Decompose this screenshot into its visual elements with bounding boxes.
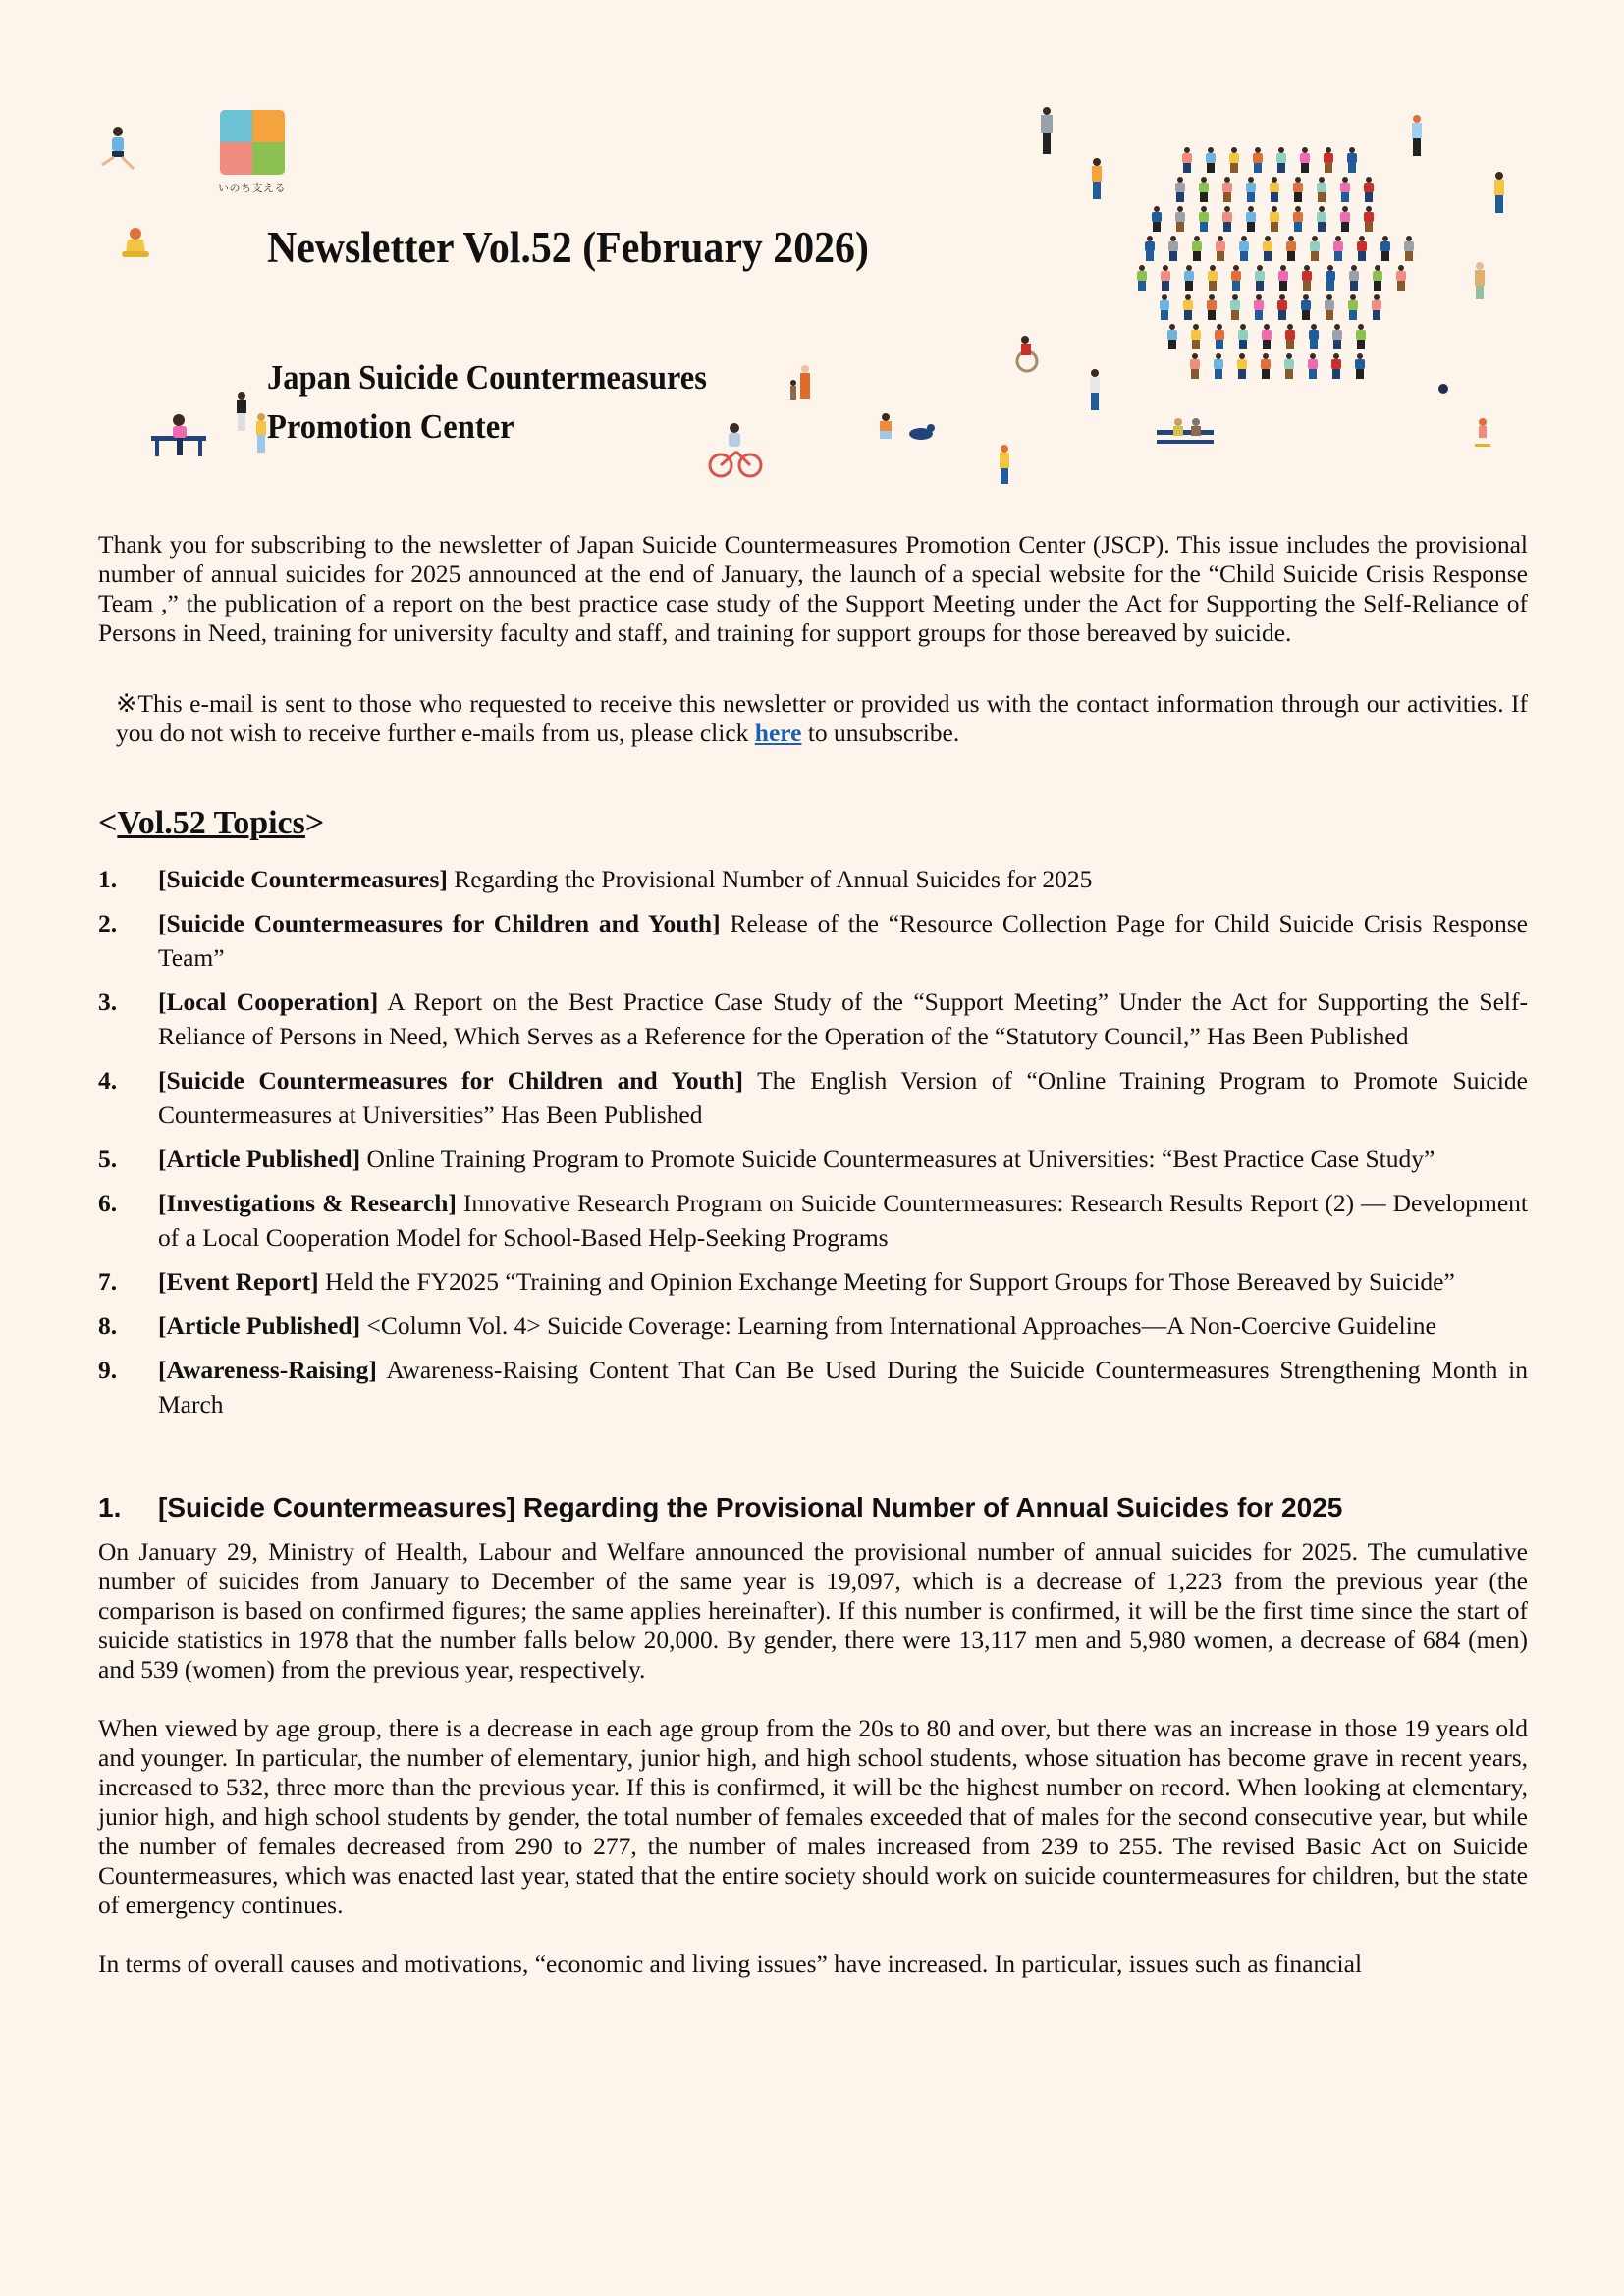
crowd-person-icon: [1332, 324, 1342, 349]
crowd-person-icon: [1324, 147, 1333, 173]
person-walking-dog-icon: [870, 412, 939, 448]
crowd-person-icon: [1246, 177, 1256, 202]
topic-number: 5.: [98, 1145, 118, 1173]
crowd-person-icon: [1192, 236, 1202, 261]
crowd-person-icon: [1293, 206, 1303, 232]
topic-item[interactable]: [98, 862, 1528, 896]
topic-category: [Article Published]: [158, 1311, 361, 1340]
crowd-person-icon: [1230, 294, 1240, 320]
person-on-bench-icon: [149, 412, 208, 461]
crowd-person-icon: [1372, 294, 1381, 320]
topics-heading-text: Vol.52 Topics: [117, 805, 305, 841]
topic-item[interactable]: [98, 906, 1528, 975]
topic-item[interactable]: [98, 1142, 1528, 1176]
crowd-person-icon: [1253, 147, 1263, 173]
crowd-person-icon: [1317, 206, 1326, 232]
meditating-person-icon: [118, 226, 153, 261]
topic-category: [Article Published]: [158, 1145, 361, 1173]
crowd-person-icon: [1184, 265, 1194, 291]
standing-person-icon: [234, 391, 249, 434]
intro-paragraph: Thank you for subscribing to the newsletter of Japan Suicide Countermeasures Promotion Center (JSCP). This issue includes the provisional number of annual suicides for 2025 announced at the end of January, the launch of a special website for the “Child Suicide Crisis Response Team ,” the publication of a report on the best practice case study of the Support Meeting under the Act for Supporting the Self-Reliance of Persons in Need, training for university faculty and staff, and training for support groups for those bereaved by suicide.: [98, 530, 1528, 647]
crowd-person-icon: [1396, 265, 1406, 291]
topic-number: 1.: [98, 865, 118, 893]
crowd-person-icon: [1183, 294, 1193, 320]
crowd-person-icon: [1380, 236, 1390, 261]
crowd-person-icon: [1262, 324, 1272, 349]
standing-person-icon: [1088, 368, 1102, 413]
crowd-person-icon: [1231, 265, 1241, 291]
crowd-person-icon: [1310, 236, 1320, 261]
crowd-person-icon: [1246, 206, 1256, 232]
crowd-person-icon: [1208, 265, 1218, 291]
topic-title: A Report on the Best Practice Case Study of the “Support Meeting” Under the Act for Supporting the Self-Reliance of Persons in Need, Which Serves as a Reference for the Operation of the “Statutory Council,” Has Been Published: [158, 988, 1529, 1050]
topic-item[interactable]: [98, 1264, 1528, 1299]
section-1: [98, 1492, 1528, 1979]
standing-person-icon: [1492, 171, 1506, 216]
topic-category: [Suicide Countermeasures for Children and Youth]: [158, 1066, 744, 1095]
crowd-person-icon: [1199, 177, 1209, 202]
crowd-person-icon: [1284, 353, 1294, 379]
topics-heading: [98, 805, 1528, 842]
running-person-icon: [94, 126, 141, 173]
crowd-person-icon: [1175, 177, 1185, 202]
topic-category: [Event Report]: [158, 1267, 319, 1296]
crowd-person-icon: [1404, 236, 1414, 261]
crowd-person-icon: [1237, 353, 1247, 379]
newsletter-body: [98, 530, 1528, 2008]
logo-caption: いのち支える: [218, 182, 286, 194]
crowd-person-icon: [1293, 177, 1303, 202]
topic-category: [Investigations & Research]: [158, 1189, 457, 1217]
section-title: [Suicide Countermeasures] Regarding the Provisional Number of Annual Suicides for 2025: [158, 1492, 1343, 1522]
topic-item[interactable]: [98, 1063, 1528, 1132]
crowd-person-icon: [1285, 324, 1295, 349]
crowd-person-icon: [1254, 294, 1264, 320]
standing-person-icon: [998, 444, 1011, 487]
topic-number: 3.: [98, 988, 118, 1016]
jscp-logo: [220, 110, 285, 175]
child-on-scooter-icon: [1473, 418, 1492, 450]
wheelchair-user-icon: [1011, 334, 1051, 373]
topic-title: <Column Vol. 4> Suicide Coverage: Learning from International Approaches—A Non-Coercive Guideline: [360, 1311, 1436, 1340]
crowd-person-icon: [1206, 147, 1216, 173]
topic-title: Awareness-Raising Content That Can Be Used During the Suicide Countermeasures Strengthening Month in March: [158, 1356, 1528, 1418]
crowd-person-icon: [1214, 353, 1223, 379]
crowd-person-icon: [1340, 177, 1350, 202]
notice-text-before: ※This e-mail is sent to those who requested to receive this newsletter or provided us with the contact information through our activities. If you do not wish to receive further e-mails from us, please click: [116, 689, 1528, 747]
logo-puzzle-piece-icon: [252, 110, 285, 142]
crowd-person-icon: [1222, 177, 1232, 202]
notice-text-after: to unsubscribe.: [801, 719, 960, 747]
crowd-person-icon: [1168, 236, 1178, 261]
crowd-person-icon: [1355, 353, 1365, 379]
crowd-person-icon: [1356, 324, 1366, 349]
crowd-person-icon: [1364, 177, 1374, 202]
crowd-person-icon: [1349, 265, 1359, 291]
section-paragraph: On January 29, Ministry of Health, Labour and Welfare announced the provisional number of annual suicides for 2025. The cumulative number of suicides from January to December of the same year is 19,097, which is a decrease of 1,223 from the previous year (the comparison is based on confirmed figures; the same applies hereinafter). If this number is confirmed, it will be the first time since the start of suicide statistics in 1978 that the number falls below 20,000. By gender, there were 13,117 men and 5,980 women, a decrease of 684 (men) and 539 (women) from the previous year, respectively.: [98, 1537, 1528, 1683]
topic-item[interactable]: [98, 1186, 1528, 1255]
crowd-person-icon: [1333, 236, 1343, 261]
crowd-person-icon: [1167, 324, 1177, 349]
newsletter-header: [0, 0, 1624, 501]
crowd-person-icon: [1263, 236, 1272, 261]
crowd-person-icon: [1348, 294, 1358, 320]
topic-number: 9.: [98, 1356, 118, 1384]
crowd-person-icon: [1222, 206, 1232, 232]
topic-number: 7.: [98, 1267, 118, 1296]
logo-puzzle-piece-icon: [220, 142, 252, 175]
crowd-person-icon: [1182, 147, 1192, 173]
topic-category: [Suicide Countermeasures for Children and Youth]: [158, 909, 721, 937]
section-paragraph: In terms of overall causes and motivations, “economic and living issues” have increased. In particular, issues such as financial: [98, 1949, 1363, 1978]
crowd-person-icon: [1215, 324, 1224, 349]
crowd-person-icon: [1308, 353, 1318, 379]
crowd-person-icon: [1229, 147, 1239, 173]
crowd-person-icon: [1309, 324, 1319, 349]
topic-category: [Local Cooperation]: [158, 988, 379, 1016]
crowd-person-icon: [1364, 206, 1374, 232]
crowd-person-icon: [1270, 177, 1279, 202]
crowd-person-icon: [1137, 265, 1147, 291]
topic-title: Online Training Program to Promote Suicide Countermeasures at Universities: “Best Practice Case Study”: [360, 1145, 1435, 1173]
standing-person-icon: [1039, 106, 1055, 157]
crowd-person-icon: [1325, 294, 1334, 320]
standing-person-icon: [1090, 157, 1104, 202]
topic-item[interactable]: [98, 985, 1528, 1053]
topic-title: Innovative Research Program on Suicide Countermeasures: Research Results Report (2) — Development of a Local Cooperation Model for School-Based Help-Seeking Programs: [158, 1189, 1528, 1252]
cyclist-icon: [707, 422, 764, 479]
crowd-person-icon: [1191, 324, 1201, 349]
crowd-person-icon: [1347, 147, 1357, 173]
crowd-person-icon: [1302, 265, 1312, 291]
heading-bracket-open: <: [98, 805, 118, 841]
crowd-person-icon: [1270, 206, 1279, 232]
crowd-person-icon: [1160, 294, 1169, 320]
elderly-person-icon: [1473, 261, 1487, 300]
unsubscribe-link[interactable]: here: [754, 719, 802, 747]
crowd-person-icon: [1199, 206, 1209, 232]
topics-list: [98, 862, 1528, 1421]
crowd-person-icon: [1152, 206, 1162, 232]
topic-number: 8.: [98, 1311, 118, 1340]
crowd-person-icon: [1216, 236, 1225, 261]
crowd-person-icon: [1145, 236, 1155, 261]
crowd-person-icon: [1357, 236, 1367, 261]
topic-category: [Suicide Countermeasures]: [158, 865, 448, 893]
topic-title: Held the FY2025 “Training and Opinion Exchange Meeting for Support Groups for Those Bereaved by Suicide”: [318, 1267, 1455, 1296]
topic-title: Regarding the Provisional Number of Annual Suicides for 2025: [447, 865, 1093, 893]
crowd-person-icon: [1239, 236, 1249, 261]
topic-number: 2.: [98, 909, 118, 937]
crowd-person-icon: [1373, 265, 1382, 291]
crowd-person-icon: [1301, 294, 1311, 320]
crowd-person-icon: [1207, 294, 1217, 320]
crowd-person-icon: [1238, 324, 1248, 349]
crowd-person-icon: [1326, 265, 1335, 291]
crowd-person-icon: [1175, 206, 1185, 232]
people-on-bench-icon: [1157, 418, 1216, 452]
heading-bracket-close: >: [304, 805, 325, 841]
crowd-person-icon: [1276, 147, 1286, 173]
crowd-person-icon: [1300, 147, 1310, 173]
crowd-person-icon: [1261, 353, 1271, 379]
section-paragraph: When viewed by age group, there is a decrease in each age group from the 20s to 80 and over, but there was an increase in those 19 years old and younger. In particular, the number of elementary, junior high, and high school students, whose situation has become grave in recent years, increased to 532, three more than the previous year. If this is confirmed, it will be the highest number on record. When looking at elementary, junior high, and high school students by gender, the total number of females exceeded that of males for the second consecutive year, but while the number of females decreased from 290 to 277, the number of males increased from 239 to 255. The revised Basic Act on Suicide Countermeasures, which was enacted last year, stated that the entire society should work on suicide countermeasures for children, but the state of emergency continues.: [98, 1714, 1528, 1919]
newsletter-title: Newsletter Vol.52 (February 2026): [267, 223, 869, 272]
crowd-person-icon: [1161, 265, 1170, 291]
crowd-person-icon: [1190, 353, 1200, 379]
section-number: 1.: [98, 1492, 122, 1522]
logo-puzzle-piece-icon: [252, 142, 285, 175]
section-heading: [98, 1492, 1528, 1523]
topic-number: 6.: [98, 1189, 118, 1217]
topic-title: The English Version of “Online Training Program to Promote Suicide Countermeasures at Universities” Has Been Published: [158, 1066, 1528, 1129]
organization-name: [267, 353, 707, 452]
topic-item[interactable]: [98, 1308, 1528, 1343]
crowd-person-icon: [1317, 177, 1326, 202]
organization-name-line1: Japan Suicide Countermeasures: [267, 358, 707, 397]
crowd-person-icon: [1340, 206, 1350, 232]
organization-name-line2: Promotion Center: [267, 407, 514, 446]
crowd-illustration: [1129, 147, 1443, 402]
mother-child-icon: [785, 363, 815, 408]
crowd-person-icon: [1286, 236, 1296, 261]
topic-item[interactable]: [98, 1353, 1528, 1421]
crowd-person-icon: [1255, 265, 1265, 291]
crowd-person-icon: [1331, 353, 1341, 379]
logo-puzzle-piece-icon: [220, 110, 252, 142]
unsubscribe-notice: [116, 689, 1528, 748]
topic-category: [Awareness-Raising]: [158, 1356, 377, 1384]
crowd-person-icon: [1277, 294, 1287, 320]
topic-title: Release of the “Resource Collection Page for Child Suicide Crisis Response Team”: [158, 909, 1528, 972]
crowd-person-icon: [1278, 265, 1288, 291]
topic-number: 4.: [98, 1066, 118, 1095]
